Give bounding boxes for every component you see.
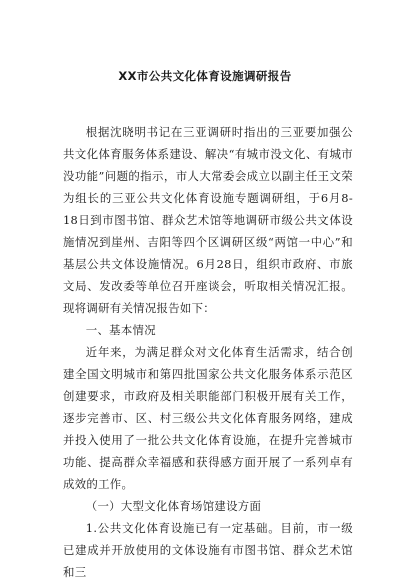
- body-paragraph: 1.公共文化体育设施已有一定基础。目前，市一级已建成并开放使用的文体设施有市图书馆、群众艺术馆和三: [63, 521, 353, 579]
- body-paragraph: 近年来，为满足群众对文化体育生活需求，结合创建全国文明城市和第四批国家公共文化服务体系示范区创建要求，市政府及相关职能部门积极开展有关工作，逐步完善市、区、村三级公共文化体育服务网络，建成并投入使用了一批公共文化体育设施，在提升完善城市功能、提高群众幸福感和获得感方面开展了一系列卓有成效的工作。: [63, 345, 353, 491]
- document-title: XX市公共文化体育设施调研报告: [118, 69, 292, 83]
- section-heading-basic-situation: 一、基本情况: [85, 323, 156, 337]
- intro-paragraph: 根据沈晓明书记在三亚调研时指出的三亚要加强公共文化体育服务体系建设、解决“有城市没文化、有城市没功能”问题的指示，市人大常委会成立以副主任王文荣为组长的三亚公共文化体育设施专题调研组，于6月8-18日到市图书馆、群众艺术馆等地调研市级公共文体设施情况到崖州、吉阳等四个区调研区级“两馆一中心”和基层公共文体设施情况。6月28日，组织市政府、市旅文局、发改委等单位召开座谈会，听取相关情况汇报。现将调研有关情况报告如下：: [63, 125, 353, 315]
- document-body: [63, 121, 353, 583]
- subsection-heading-venues: （一）大型文化体育场馆建设方面: [85, 499, 262, 513]
